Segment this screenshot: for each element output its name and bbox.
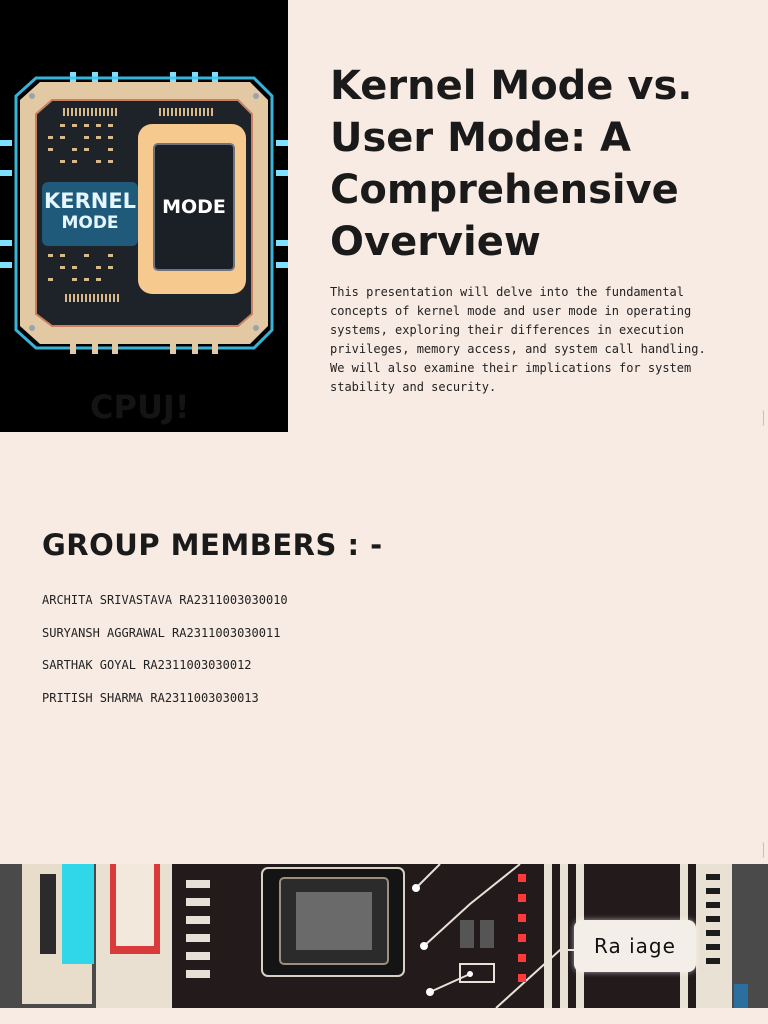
page-title: Kernel Mode vs. User Mode: A Comprehensive Overview — [330, 63, 693, 265]
faded-caption: CPUJ! — [90, 388, 190, 426]
slide-edge-marker — [762, 842, 764, 858]
members-list — [42, 592, 288, 722]
bottom-band — [0, 1008, 768, 1024]
mode-label: MODE — [162, 196, 226, 218]
kernel-label-line2: MODE — [61, 213, 119, 233]
title-description: This presentation will delve into the fundamental concepts of kernel mode and user mode in operating systems, exploring their differences in execution privileges, memory access, and system call handling. We will also examine their implications for system stability and security. — [330, 285, 706, 394]
slide-edge-marker — [762, 410, 764, 426]
group-members-heading: GROUP MEMBERS : - — [42, 528, 383, 562]
member-item: SARTHAK GOYAL RA2311003030012 — [42, 658, 252, 672]
image-caption-badge: Ra iage — [574, 920, 696, 972]
kernel-label — [42, 190, 138, 234]
title-slide — [0, 0, 768, 432]
kernel-label-line1: KERNEL — [43, 189, 137, 213]
member-item: PRITISH SHARMA RA2311003030013 — [42, 690, 259, 705]
member-item: ARCHITA SRIVASTAVA RA2311003030010 — [42, 593, 288, 607]
members-slide — [0, 432, 768, 864]
cpu-chip-illustration — [0, 0, 288, 432]
member-item: SURYANSH AGGRAWAL RA2311003030011 — [42, 625, 281, 640]
motherboard-image-slide — [0, 864, 768, 1008]
